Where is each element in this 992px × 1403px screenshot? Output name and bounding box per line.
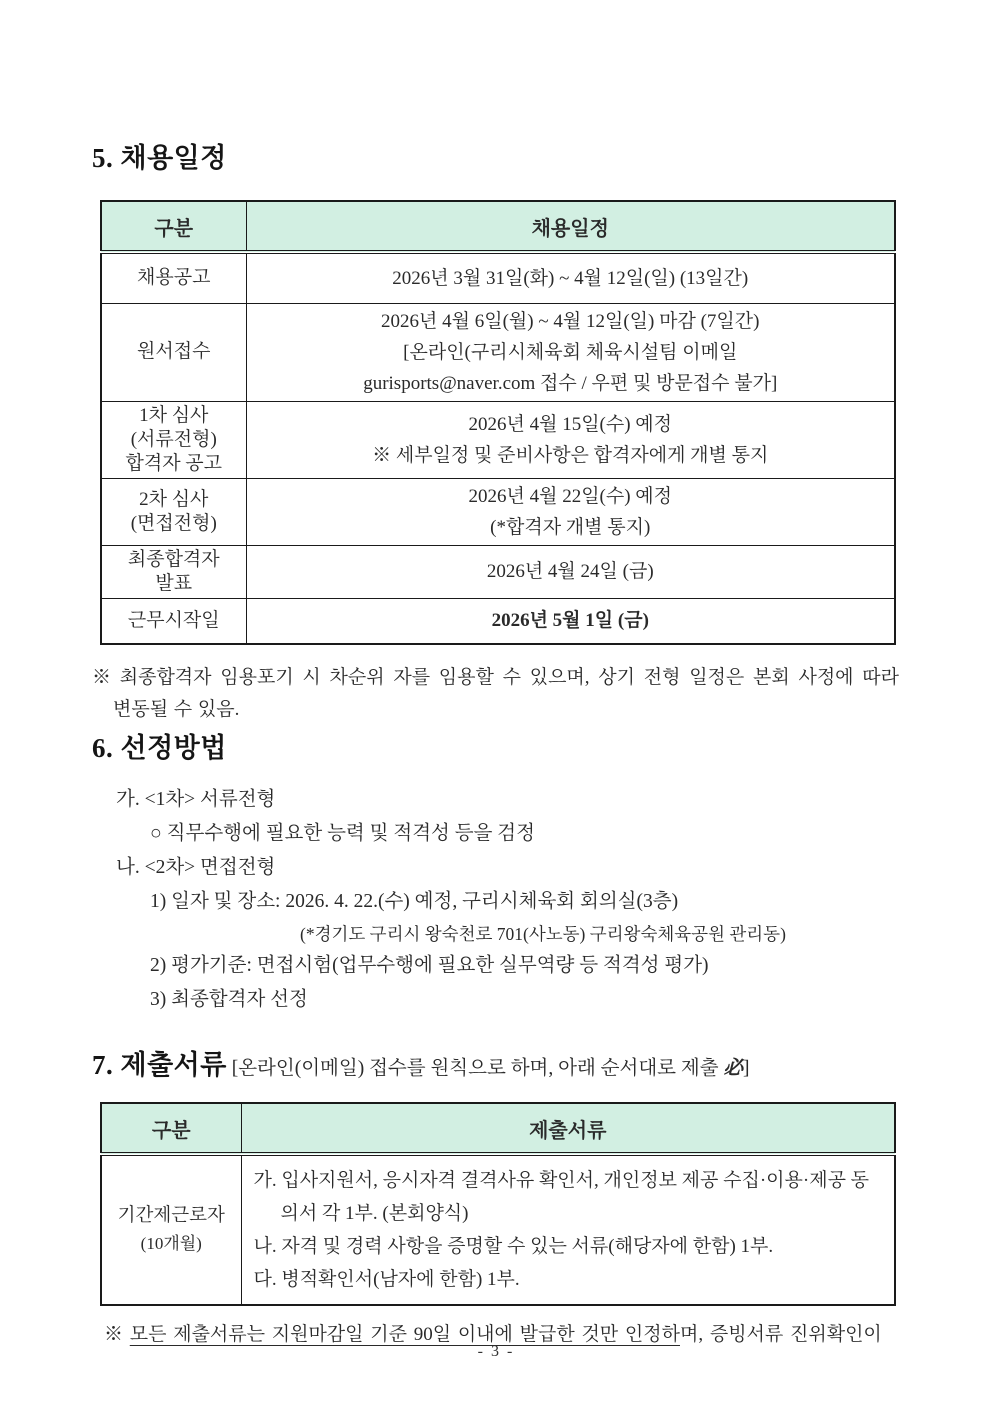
documents-content-cell [241, 1154, 895, 1305]
list-item: 가. <1차> 서류전형 [116, 789, 276, 810]
footnote-underlined-text: 모든 제출서류는 지원마감일 기준 90일 이내에 발급한 것만 인정하 [129, 1324, 680, 1345]
section7-subtitle-prefix: [온라인(이메일) 접수를 원칙으로 하며, 아래 순서대로 제출 [226, 1058, 724, 1079]
document-line: 다. 병적확인서(남자에 한함) 1부. [253, 1269, 520, 1290]
document-line: 가. 입사지원서, 응시자격 결격사유 확인서, 개인정보 제공 수집·이용·제공 동 [253, 1170, 870, 1191]
footnote-marker: ※ [104, 1324, 130, 1345]
row-label-cell: 최종합격자 발표 [101, 545, 246, 598]
row-content-cell: 2026년 4월 24일 (금) [246, 545, 895, 598]
section5-title: 5. 채용일정 [92, 143, 227, 173]
footnote-rest-text: 며, 증빙서류 진위확인이 [679, 1324, 882, 1345]
list-item: 3) 최종합격자 선정 [150, 989, 308, 1010]
table-header-row [101, 1103, 895, 1154]
column-header-category: 구분 [101, 201, 246, 252]
list-item: 1) 일자 및 장소: 2026. 4. 22.(수) 예정, 구리시체육회 회의실(3층) [150, 891, 679, 912]
document-line: 나. 자격 및 경력 사항을 증명할 수 있는 서류(해당자에 한함) 1부. [253, 1236, 774, 1257]
worker-type-cell [101, 1154, 241, 1305]
submission-documents-table [100, 1102, 896, 1306]
document-line: 의서 각 1부. (본회양식) [280, 1203, 469, 1224]
column-header-documents: 제출서류 [241, 1103, 895, 1154]
table-row [101, 598, 895, 644]
table-row [101, 303, 895, 401]
footnote-line2: 변동될 수 있음. [113, 699, 240, 720]
list-item: ○ 직무수행에 필요한 능력 및 적격성 등을 검정 [150, 823, 535, 844]
row-label-cell: 2차 심사 (면접전형) [101, 478, 246, 545]
row-label-cell: 1차 심사 (서류전형) 합격자 공고 [101, 401, 246, 478]
table-row [101, 252, 895, 303]
section7-heading [92, 1043, 992, 1082]
row-label-cell: 근무시작일 [101, 598, 246, 644]
footnote-line1: ※ 최종합격자 임용포기 시 차순위 자를 임용할 수 있으며, 상기 전형 일정은 본회 사정에 따라 [92, 667, 899, 688]
page-number: - 3 - [477, 1343, 515, 1360]
row-label-cell: 채용공고 [101, 252, 246, 303]
table-row [101, 1154, 895, 1305]
schedule-footnote [92, 662, 932, 726]
section7-title: 7. 제출서류 [92, 1050, 227, 1080]
worker-type-label: 기간제근로자 [117, 1205, 225, 1226]
table-row [101, 478, 895, 545]
row-content-cell: 2026년 3월 31일(화) ~ 4월 12일(일) (13일간) [246, 252, 895, 303]
worker-type-duration: (10개월) [140, 1233, 202, 1253]
column-header-category: 구분 [101, 1103, 241, 1154]
list-item: 나. <2차> 면접전형 [116, 857, 276, 878]
section6-title: 6. 선정방법 [92, 733, 227, 763]
column-header-schedule: 채용일정 [246, 201, 895, 252]
section7-subtitle-emphasis: 必 [723, 1058, 743, 1079]
table-row [101, 545, 895, 598]
list-item: (*경기도 구리시 왕숙천로 701(사노동) 구리왕숙체육공원 관리동) [300, 924, 786, 944]
table-header-row [101, 201, 895, 252]
row-content-cell: 2026년 4월 6일(월) ~ 4월 12일(일) 마감 (7일간) [온라인(구리시체육회 체육시설팀 이메일 gurisports@naver.com 접수 / 우편 및 방문접수 불가] [246, 303, 895, 401]
section7-subtitle-suffix: ] [742, 1058, 750, 1079]
recruitment-schedule-table [100, 200, 896, 645]
list-item: 2) 평가기준: 면접시험(업무수행에 필요한 실무역량 등 적격성 평가) [150, 955, 709, 976]
row-content-cell: 2026년 4월 15일(수) 예정 ※ 세부일정 및 준비사항은 합격자에게 개별 통지 [246, 401, 895, 478]
row-content-cell: 2026년 5월 1일 (금) [246, 598, 895, 644]
row-label-cell: 원서접수 [101, 303, 246, 401]
selection-method-list [0, 783, 992, 1017]
row-content-cell: 2026년 4월 22일(수) 예정 (*합격자 개별 통지) [246, 478, 895, 545]
table-row [101, 401, 895, 478]
